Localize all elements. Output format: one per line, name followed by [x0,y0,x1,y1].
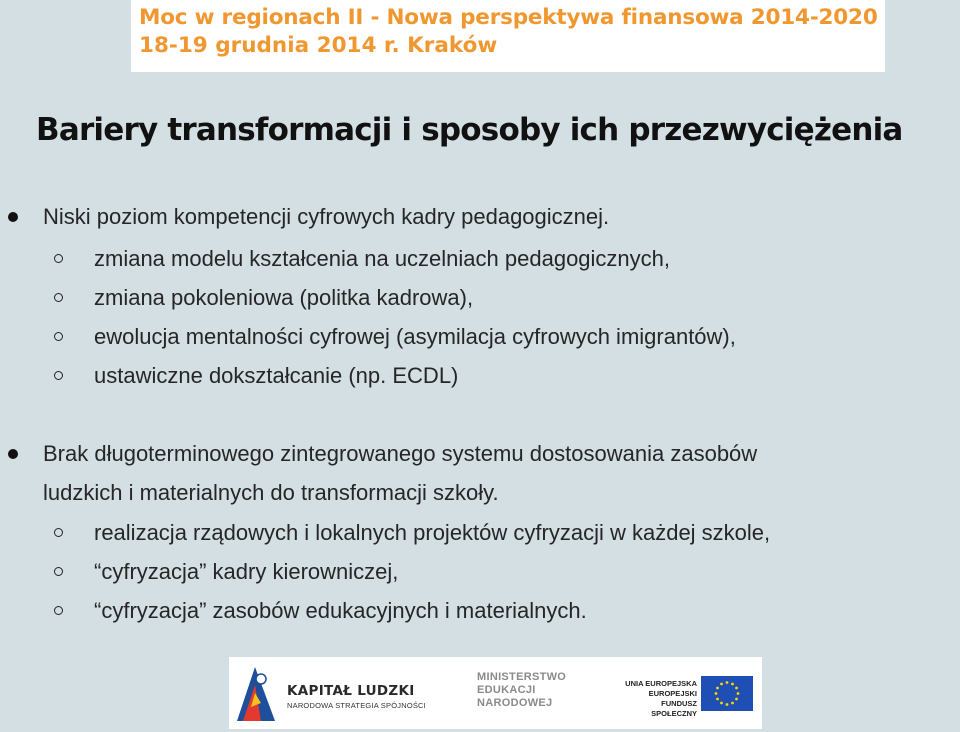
circle-bullet-icon [54,606,63,615]
event-title: Moc w regionach II - Nowa perspektywa finansowa 2014-2020 [139,5,878,30]
circle-bullet-icon [54,293,63,302]
bullet-text: Niski poziom kompetencji cyfrowych kadry pedagogicznej. [43,204,610,229]
circle-bullet-icon [54,254,63,263]
footer-logos [229,657,762,729]
sub-bullet-text: realizacja rządowych i lokalnych projektów cyfryzacji w każdej szkole, [94,520,771,545]
circle-bullet-icon [54,371,63,380]
sub-bullet-text: zmiana modelu kształcenia na uczelniach pedagogicznych, [94,246,671,271]
kapital-ludzki-subtitle: NARODOWA STRATEGIA SPÓJNOŚCI [287,701,426,710]
circle-bullet-icon [54,332,63,341]
sub-bullet-text: ustawiczne dokształcanie (np. ECDL) [94,363,459,388]
sub-bullet-text: ewolucja mentalności cyfrowej (asymilacja cyfrowych imigrantów), [94,324,736,349]
eu-logo-text [619,679,697,719]
ministry-line: NARODOWEJ [477,697,553,709]
bullet-text: ludzkich i materialnych do transformacji szkoły. [43,480,499,505]
ministry-line: MINISTERSTWO [477,671,567,683]
kapital-ludzki-title: KAPITAŁ LUDZKI [287,683,415,699]
kapital-ludzki-logo-icon [235,663,277,723]
eu-line: EUROPEJSKI [648,689,697,698]
circle-bullet-icon [54,567,63,576]
sub-bullet-text: “cyfryzacja” zasobów edukacyjnych i materialnych. [94,598,587,623]
ministry-line: EDUKACJI [477,684,536,696]
bullet-icon [8,212,18,222]
eu-line: FUNDUSZ SPOŁECZNY [651,699,697,718]
circle-bullet-icon [54,528,63,537]
sub-bullet-text: “cyfryzacja” kadry kierowniczej, [94,559,399,584]
header-banner [131,0,885,72]
bullet-icon [8,449,18,459]
ministry-logo [477,671,589,710]
slide-title: Bariery transformacji i sposoby ich przezwyciężenia [36,112,903,148]
sub-bullet-text: zmiana pokoleniowa (politka kadrowa), [94,285,474,310]
event-date: 18-19 grudnia 2014 r. Kraków [139,33,498,58]
bullet-text: Brak długoterminowego zintegrowanego systemu dostosowania zasobów [43,441,758,466]
eu-flag-icon [701,676,753,711]
eu-line: UNIA EUROPEJSKA [625,679,697,688]
